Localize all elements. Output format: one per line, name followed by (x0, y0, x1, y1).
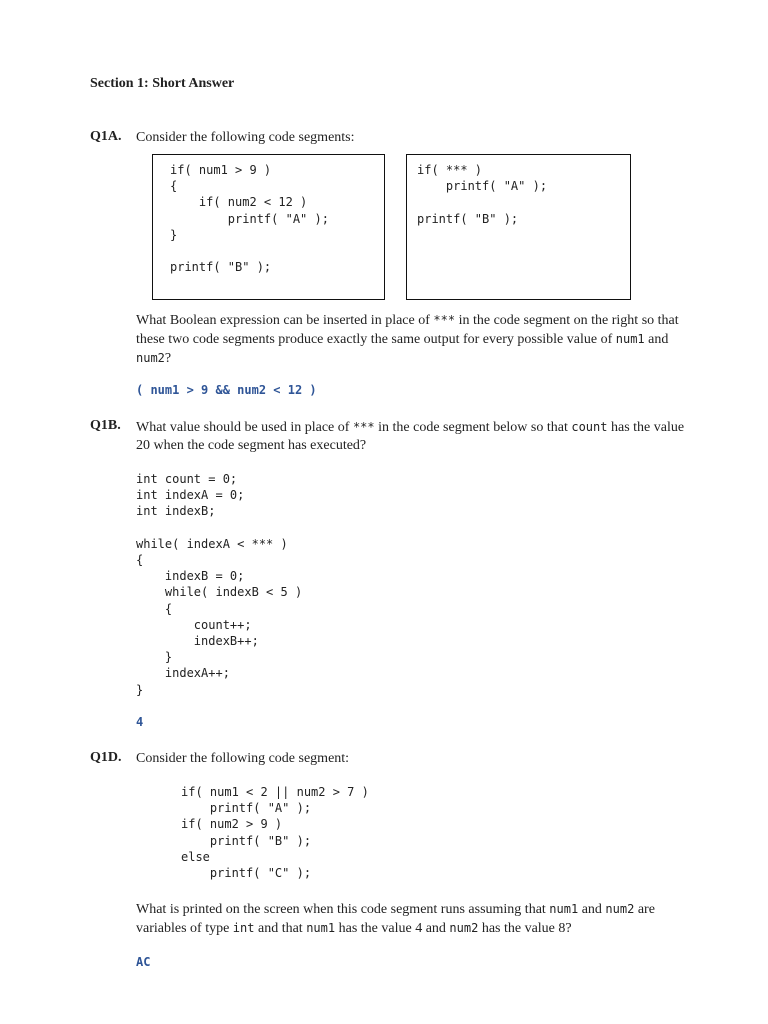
q1a-code-left: if( num1 > 9 ) { if( num2 < 12 ) printf( "A" ); } printf( "B" ); (170, 163, 329, 275)
q1d-question: What is printed on the screen when this code segment runs assuming that num1 and num2 are variables of type int and that num1 has the value 4 and num2 has the value 8? (136, 902, 655, 936)
q1a-answer: ( num1 > 9 && num2 < 12 ) (136, 383, 317, 397)
q1a-code-box-right (406, 154, 631, 300)
q1b-label: Q1B. (90, 418, 121, 433)
q1d-answer: AC (136, 955, 151, 969)
q1a-code-box-left (152, 154, 385, 300)
q1b-answer: 4 (136, 715, 144, 729)
q1d-label: Q1D. (90, 750, 122, 765)
q1b-code: int count = 0; int indexA = 0; int indexB; while( indexA < *** ) { indexB = 0; while( indexB < 5 ) { count++; indexB++; } indexA++; } (136, 472, 303, 697)
q1a-code-right: if( *** ) printf( "A" ); printf( "B" ); (417, 163, 548, 226)
q1a-prompt: Consider the following code segments: (136, 130, 355, 145)
q1d-prompt: Consider the following code segment: (136, 751, 350, 766)
q1b-question: What value should be used in place of *** in the code segment below so that count has the value 20 when the code segment has executed? (136, 420, 685, 453)
q1a-question: What Boolean expression can be inserted in place of *** in the code segment on the right so that these two code segments produce exactly the same output for every possible value of num1 and num2? (136, 313, 679, 366)
q1d-code: if( num1 < 2 || num2 > 7 ) printf( "A" ); if( num2 > 9 ) printf( "B" ); else printf( "C" ); (181, 785, 369, 881)
section-title: Section 1: Short Answer (90, 76, 235, 91)
q1a-label: Q1A. (90, 129, 122, 144)
